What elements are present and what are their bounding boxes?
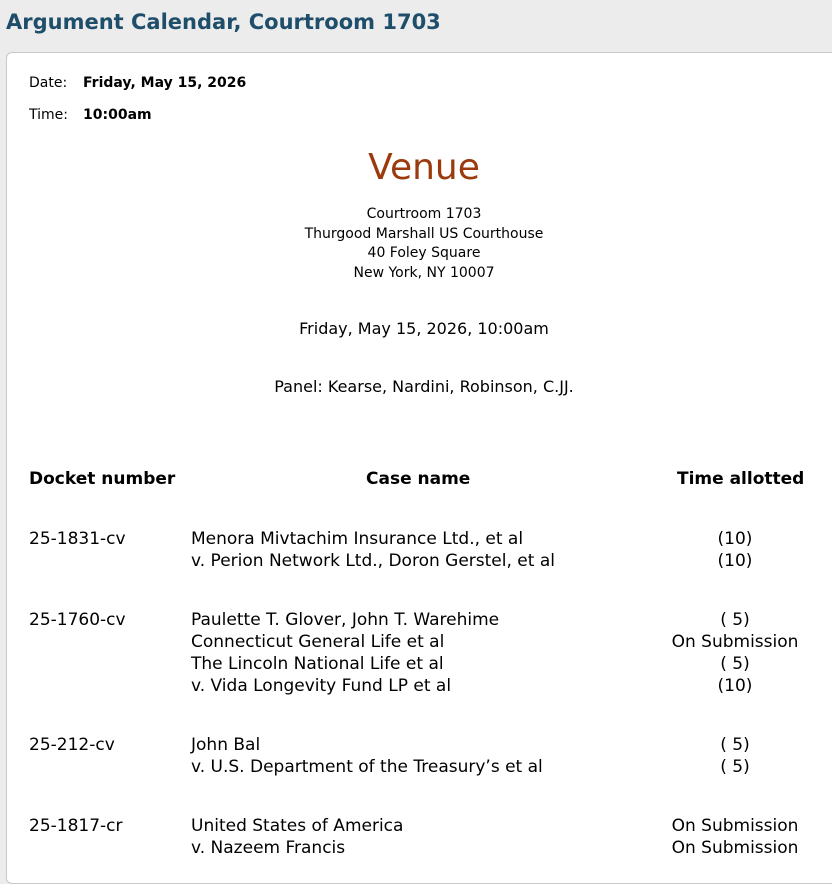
party-line: v. Nazeem Francis <box>191 838 346 858</box>
address-line: 40 Foley Square <box>367 245 481 261</box>
header-time-allotted: Time allotted <box>677 469 805 489</box>
venue-heading: Venue <box>368 147 480 188</box>
party-line: v. U.S. Department of the Treasury’s et al <box>191 757 543 777</box>
time-value: ( 5) <box>720 654 750 674</box>
party-line: Connecticut General Life et al <box>191 632 445 652</box>
party-line: The Lincoln National Life et al <box>191 654 444 674</box>
case-name <box>191 528 555 572</box>
header-docket-number: Docket number <box>29 469 176 489</box>
time-row <box>29 107 152 123</box>
time-value: On Submission <box>671 632 799 652</box>
time-allotted <box>657 815 813 859</box>
address-line: Thurgood Marshall US Courthouse <box>304 225 544 242</box>
venue-address <box>7 205 832 283</box>
case-name <box>191 609 499 697</box>
case-name <box>191 734 543 778</box>
address-line: Courtroom 1703 <box>366 206 482 222</box>
session-datetime: Friday, May 15, 2026, 10:00am <box>299 319 549 338</box>
docket-number[interactable]: 25-1760-cv <box>29 610 126 630</box>
party-line: Paulette T. Glover, John T. Warehime <box>191 610 500 630</box>
address-line: New York, NY 10007 <box>353 264 495 281</box>
judges-panel: Panel: Kearse, Nardini, Robinson, C.JJ. <box>274 377 574 396</box>
party-line: United States of America <box>191 816 404 836</box>
time-label: Time: <box>29 107 68 123</box>
time-value: (10) <box>717 551 753 571</box>
time-allotted <box>657 528 813 572</box>
time-value: ( 5) <box>720 610 750 630</box>
case-name <box>191 815 403 859</box>
date-row <box>29 75 246 91</box>
docket-number[interactable]: 25-1831-cv <box>29 529 126 549</box>
header-case-name: Case name <box>366 469 471 489</box>
date-label: Date: <box>29 75 68 91</box>
docket-number[interactable]: 25-1817-cr <box>29 816 123 836</box>
party-line: Menora Mivtachim Insurance Ltd., et al <box>191 529 524 549</box>
party-line: v. Vida Longevity Fund LP et al <box>191 676 452 696</box>
docket-number[interactable]: 25-212-cv <box>29 735 115 755</box>
party-line: John Bal <box>191 735 261 755</box>
time-allotted <box>657 734 813 778</box>
time-value: ( 5) <box>720 757 750 777</box>
date-value: Friday, May 15, 2026 <box>83 75 247 91</box>
time-value: 10:00am <box>83 107 152 123</box>
time-value: On Submission <box>671 816 799 836</box>
time-value: (10) <box>717 676 753 696</box>
page-title: Argument Calendar, Courtroom 1703 <box>6 10 441 34</box>
time-value: ( 5) <box>720 735 750 755</box>
time-value: (10) <box>717 529 753 549</box>
time-value: On Submission <box>671 838 799 858</box>
calendar-panel <box>6 52 832 884</box>
time-allotted <box>657 609 813 697</box>
party-line: v. Perion Network Ltd., Doron Gerstel, et al <box>191 551 555 571</box>
